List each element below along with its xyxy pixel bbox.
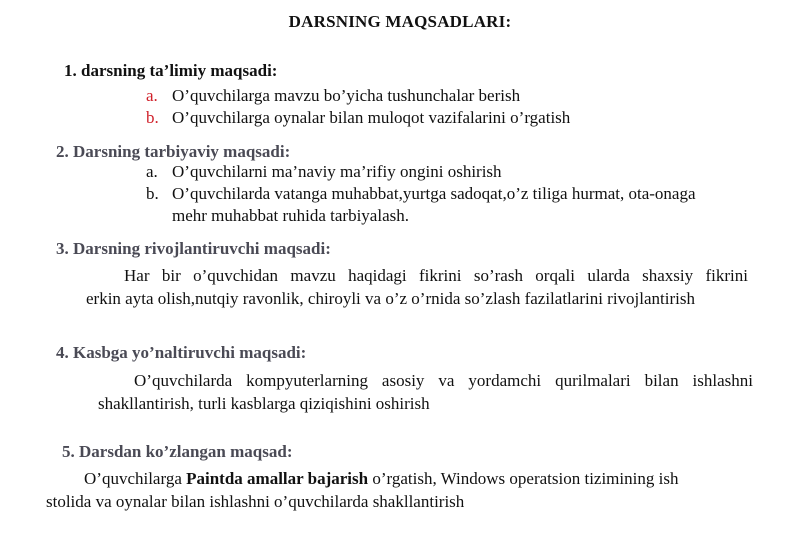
- section-3-paragraph: [86, 264, 748, 310]
- section-3-heading: 3. Darsning rivojlantiruvchi maqsadi:: [56, 239, 331, 258]
- list-marker: a.: [146, 162, 158, 181]
- section-4-paragraph: [98, 369, 753, 415]
- list-marker: b.: [146, 108, 159, 127]
- section-2-item-b: [146, 184, 696, 204]
- section-5-heading: 5. Darsdan ko’zlangan maqsad:: [62, 442, 293, 461]
- list-marker: b.: [146, 184, 159, 203]
- section-4-heading: 4. Kasbga yo’naltiruvchi maqsadi:: [56, 343, 307, 362]
- paragraph-line: O’quvchilarda kompyuterlarning asosiy va yordamchi qurilmalari bilan ishlashni: [134, 371, 753, 390]
- list-marker: a.: [146, 86, 158, 105]
- paragraph-line: shakllantirish, turli kasblarga qiziqishini oshirish: [98, 394, 430, 413]
- section-5-paragraph: [46, 467, 740, 513]
- section-2-heading: 2. Darsning tarbiyaviy maqsadi:: [56, 142, 291, 161]
- paragraph-line: Har bir o’quvchidan mavzu haqidagi fikrini so’rash orqali ularda shaxsiy fikrini: [124, 266, 748, 285]
- list-item-text: O’quvchilarda vatanga muhabbat,yurtga sadoqat,o’z tiliga hurmat, ota-onaga: [172, 184, 696, 203]
- section-1-item-a: [146, 86, 520, 106]
- section-2-item-a: [146, 162, 502, 182]
- list-item-text: O’quvchilarga mavzu bo’yicha tushunchalar berish: [172, 86, 521, 105]
- paragraph-text: o’rgatish, Windows operatsion tizimining ish: [368, 469, 679, 488]
- paragraph-line: stolida va oynalar bilan ishlashni o’quvchilarda shakllantirish: [46, 492, 465, 511]
- section-2-item-b-continuation: mehr muhabbat ruhida tarbiyalash.: [172, 206, 409, 225]
- list-item-text: O’quvchilarga oynalar bilan muloqot vazifalarini o’rgatish: [172, 108, 571, 127]
- section-1-heading: 1. darsning ta’limiy maqsadi:: [64, 61, 278, 80]
- paragraph-line: [46, 467, 740, 490]
- paragraph-line: erkin ayta olish,nutqiy ravonlik, chiroyli va o’z o’rnida so’zlash fazilatlarini rivojlantirish: [86, 289, 695, 308]
- list-item-text: O’quvchilarni ma’naviy ma’rifiy ongini oshirish: [172, 162, 502, 181]
- page-title: DARSNING MAQSADLARI:: [288, 12, 512, 31]
- paragraph-text: O’quvchilarga: [84, 469, 187, 488]
- section-1-item-b: [146, 108, 570, 128]
- highlighted-phrase: Paintda amallar bajarish: [186, 469, 369, 488]
